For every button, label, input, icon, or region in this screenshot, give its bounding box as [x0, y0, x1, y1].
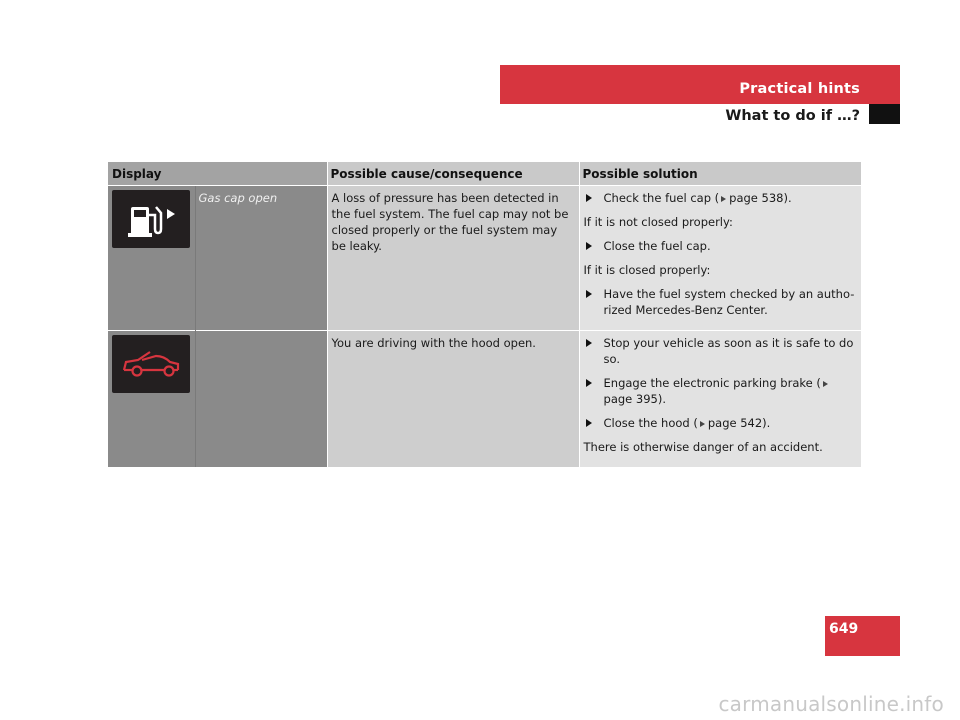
cause-text: You are driving with the hood open. — [331, 336, 536, 350]
step-arrow-icon — [586, 242, 592, 250]
troubleshooting-table — [108, 162, 861, 467]
solution-cell — [579, 331, 861, 468]
hood-open-car-icon — [120, 348, 182, 380]
table-row — [108, 331, 861, 468]
page-number-tab — [825, 616, 900, 656]
watermark: carmanualsonline.info — [718, 692, 944, 716]
page-reference-icon — [823, 381, 828, 387]
page-reference[interactable]: page 538). — [729, 191, 792, 205]
subsection-title: What to do if …? — [725, 108, 860, 124]
display-icon-cell — [108, 186, 195, 331]
step-arrow-icon — [586, 339, 592, 347]
display-panel — [112, 335, 190, 393]
cause-cell — [327, 186, 579, 331]
solution-step-text: Check the fuel cap ( — [603, 191, 720, 205]
table-row — [108, 186, 861, 331]
solution-step-text: Close the hood ( — [603, 416, 698, 430]
solution-step — [584, 286, 858, 318]
step-arrow-icon — [586, 379, 592, 387]
fuel-pump-icon — [123, 199, 179, 239]
solution-step — [584, 415, 858, 431]
solution-step — [584, 190, 858, 206]
solution-step-text: Close the fuel cap. — [603, 239, 711, 253]
solution-step-text: Engage the electronic parking brake ( — [603, 376, 821, 390]
step-arrow-icon — [586, 194, 592, 202]
page-reference-icon — [700, 421, 705, 427]
column-header-solution: Possible solution — [579, 162, 861, 186]
header-tab-marker — [869, 104, 900, 124]
display-label-cell — [195, 186, 327, 331]
display-message-label: Gas cap open — [198, 191, 278, 205]
page-reference[interactable]: page 395). — [603, 392, 666, 406]
solution-step-text: Stop your vehicle as soon as it is safe to do so. — [603, 336, 854, 366]
display-label-cell — [195, 331, 327, 468]
solution-condition: If it is closed properly: — [583, 263, 711, 277]
solution-step — [584, 375, 858, 407]
solution-step-text: Have the fuel system checked by an autho-rized Mercedes-Benz Center. — [603, 287, 855, 317]
solution-step — [584, 335, 858, 367]
cause-cell — [327, 331, 579, 468]
step-arrow-icon — [586, 419, 592, 427]
page-reference-icon — [721, 196, 726, 202]
display-panel — [112, 190, 190, 248]
page-number: 649 — [829, 621, 859, 637]
cause-text: A loss of pressure has been detected in the fuel system. The fuel cap may not be closed properly or the fuel system may be leaky. — [331, 191, 569, 253]
display-icon-cell — [108, 331, 195, 468]
section-header-bar — [500, 65, 900, 104]
solution-condition: If it is not closed properly: — [583, 215, 733, 229]
column-header-display: Display — [108, 162, 327, 186]
solution-step — [584, 238, 858, 254]
section-title: Practical hints — [739, 81, 860, 97]
column-header-cause: Possible cause/consequence — [327, 162, 579, 186]
table-header-row — [108, 162, 861, 186]
step-arrow-icon — [586, 290, 592, 298]
subsection-header — [500, 104, 900, 124]
solution-note: There is otherwise danger of an accident. — [583, 440, 823, 454]
solution-cell — [579, 186, 861, 331]
page-reference[interactable]: page 542). — [707, 416, 771, 430]
